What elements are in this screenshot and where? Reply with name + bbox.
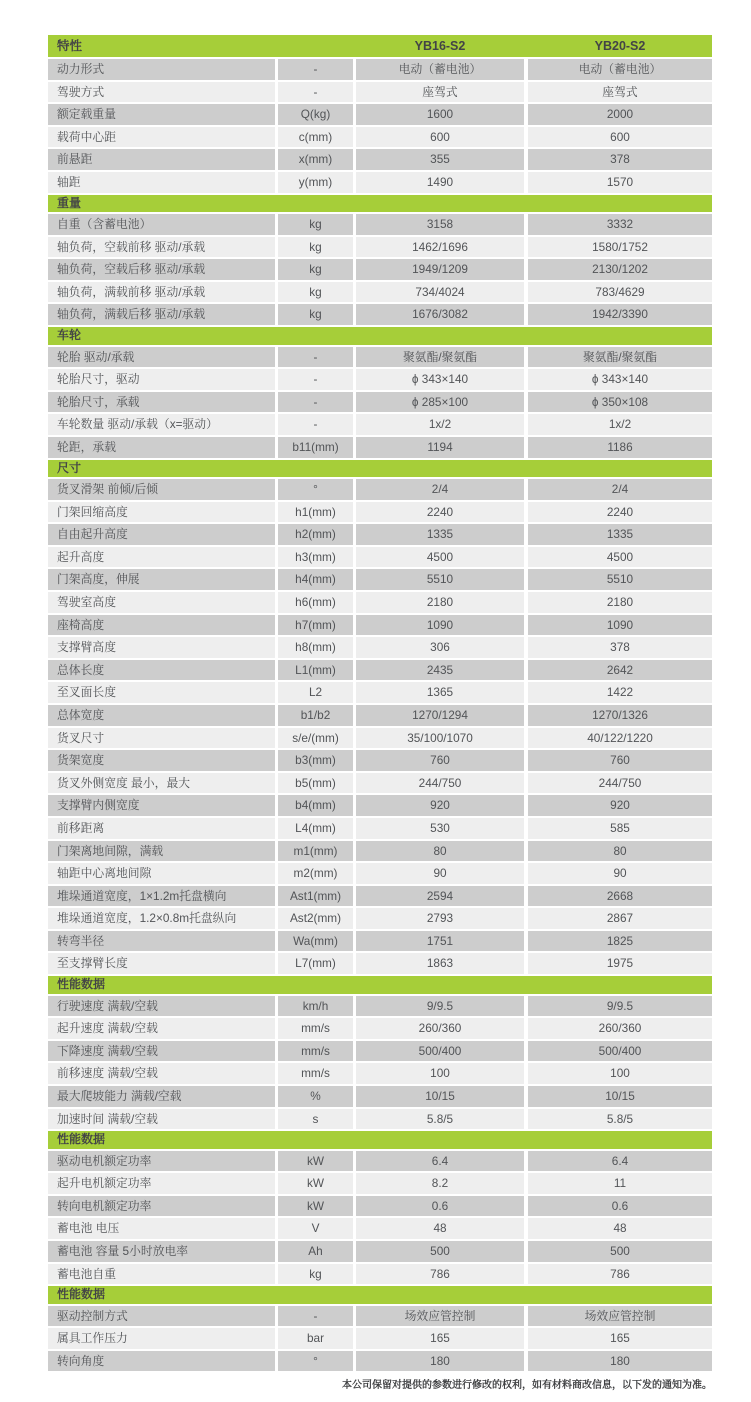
spec-label-cell: 堆垛通道宽度，1.2×0.8m托盘纵向 bbox=[48, 908, 275, 929]
spec-row bbox=[48, 547, 712, 568]
value-cell-yb20: 2642 bbox=[528, 660, 712, 681]
value-cell-yb20: 180 bbox=[528, 1351, 712, 1372]
value-cell-yb16: 聚氨酯/聚氨酯 bbox=[356, 347, 524, 368]
spec-row bbox=[48, 259, 712, 280]
value-cell-yb20: 100 bbox=[528, 1063, 712, 1084]
unit-cell: Q(kg) bbox=[278, 104, 353, 125]
value-cell-yb16: 10/15 bbox=[356, 1086, 524, 1107]
header-feature-label: 特性 bbox=[57, 39, 83, 53]
spec-label-cell: 轮胎尺寸，驱动 bbox=[48, 369, 275, 390]
value-cell-yb16: 1751 bbox=[356, 931, 524, 952]
unit-cell: mm/s bbox=[278, 1018, 353, 1039]
spec-label-cell: 载荷中心距 bbox=[48, 127, 275, 148]
spec-row bbox=[48, 172, 712, 193]
unit-cell: h6(mm) bbox=[278, 592, 353, 613]
unit-cell: mm/s bbox=[278, 1041, 353, 1062]
value-cell-yb20: 9/9.5 bbox=[528, 996, 712, 1017]
spec-label-cell: 属具工作压力 bbox=[48, 1328, 275, 1349]
value-cell-yb20: 5.8/5 bbox=[528, 1109, 712, 1130]
value-cell-yb20: 2668 bbox=[528, 886, 712, 907]
value-cell-yb16: ϕ 285×100 bbox=[356, 392, 524, 413]
value-cell-yb20: 5510 bbox=[528, 569, 712, 590]
unit-cell: kW bbox=[278, 1196, 353, 1217]
unit-cell: h2(mm) bbox=[278, 524, 353, 545]
unit-cell: ° bbox=[278, 1351, 353, 1372]
value-cell-yb16: 1949/1209 bbox=[356, 259, 524, 280]
value-cell-yb16: 180 bbox=[356, 1351, 524, 1372]
value-cell-yb20: 783/4629 bbox=[528, 282, 712, 303]
unit-cell: b5(mm) bbox=[278, 773, 353, 794]
value-cell-yb16: 1863 bbox=[356, 953, 524, 974]
value-cell-yb20: 1942/3390 bbox=[528, 304, 712, 325]
spec-label-cell: 蓄电池自重 bbox=[48, 1264, 275, 1285]
unit-cell: m2(mm) bbox=[278, 863, 353, 884]
spec-row bbox=[48, 841, 712, 862]
value-cell-yb20: 500 bbox=[528, 1241, 712, 1262]
section-header: 性能数据 bbox=[48, 1286, 712, 1304]
value-cell-yb16: 1270/1294 bbox=[356, 705, 524, 726]
unit-cell: x(mm) bbox=[278, 149, 353, 170]
value-cell-yb20: 90 bbox=[528, 863, 712, 884]
value-cell-yb20: 260/360 bbox=[528, 1018, 712, 1039]
spec-label-cell: 轴负荷，空载后移 驱动/承载 bbox=[48, 259, 275, 280]
value-cell-yb16: 260/360 bbox=[356, 1018, 524, 1039]
spec-label-cell: 下降速度 满载/空载 bbox=[48, 1041, 275, 1062]
spec-label-cell: 总体宽度 bbox=[48, 705, 275, 726]
value-cell-yb16: 760 bbox=[356, 750, 524, 771]
spec-row bbox=[48, 1109, 712, 1130]
spec-label-cell: 最大爬坡能力 满载/空载 bbox=[48, 1086, 275, 1107]
spec-row bbox=[48, 863, 712, 884]
spec-row bbox=[48, 1328, 712, 1349]
spec-row bbox=[48, 282, 712, 303]
spec-row bbox=[48, 908, 712, 929]
unit-cell: V bbox=[278, 1218, 353, 1239]
unit-cell: kW bbox=[278, 1151, 353, 1172]
spec-row bbox=[48, 637, 712, 658]
value-cell-yb20: 1580/1752 bbox=[528, 237, 712, 258]
value-cell-yb20: 1975 bbox=[528, 953, 712, 974]
section-header: 尺寸 bbox=[48, 460, 712, 478]
spec-label-cell: 门架离地间隙，满载 bbox=[48, 841, 275, 862]
spec-row bbox=[48, 237, 712, 258]
spec-row bbox=[48, 1086, 712, 1107]
value-cell-yb16: 90 bbox=[356, 863, 524, 884]
value-cell-yb20: 2000 bbox=[528, 104, 712, 125]
spec-label-cell: 蓄电池 电压 bbox=[48, 1218, 275, 1239]
spec-label-cell: 动力形式 bbox=[48, 59, 275, 80]
spec-row bbox=[48, 214, 712, 235]
spec-row bbox=[48, 682, 712, 703]
spec-label-cell: 轴负荷，满载前移 驱动/承载 bbox=[48, 282, 275, 303]
value-cell-yb20: 座驾式 bbox=[528, 82, 712, 103]
value-cell-yb20: 1422 bbox=[528, 682, 712, 703]
unit-cell: L1(mm) bbox=[278, 660, 353, 681]
unit-cell: - bbox=[278, 82, 353, 103]
section-header: 性能数据 bbox=[48, 976, 712, 994]
value-cell-yb20: 11 bbox=[528, 1173, 712, 1194]
unit-cell: Ah bbox=[278, 1241, 353, 1262]
unit-cell: mm/s bbox=[278, 1063, 353, 1084]
value-cell-yb20: 1186 bbox=[528, 437, 712, 458]
unit-cell: - bbox=[278, 1306, 353, 1327]
value-cell-yb20: 3332 bbox=[528, 214, 712, 235]
value-cell-yb16: 电动（蓄电池） bbox=[356, 59, 524, 80]
spec-row bbox=[48, 1306, 712, 1327]
spec-label-cell: 轴距中心离地间隙 bbox=[48, 863, 275, 884]
unit-cell: - bbox=[278, 347, 353, 368]
unit-cell: s/e/(mm) bbox=[278, 728, 353, 749]
header-model-yb20: YB20-S2 bbox=[594, 39, 646, 53]
value-cell-yb16: 80 bbox=[356, 841, 524, 862]
unit-cell: kg bbox=[278, 237, 353, 258]
spec-row bbox=[48, 660, 712, 681]
spec-row bbox=[48, 728, 712, 749]
value-cell-yb16: 1335 bbox=[356, 524, 524, 545]
value-cell-yb16: 2180 bbox=[356, 592, 524, 613]
value-cell-yb20: 760 bbox=[528, 750, 712, 771]
header-model-yb16: YB16-S2 bbox=[414, 39, 466, 53]
unit-cell: Ast2(mm) bbox=[278, 908, 353, 929]
value-cell-yb16: 座驾式 bbox=[356, 82, 524, 103]
section-header: 性能数据 bbox=[48, 1131, 712, 1149]
spec-row bbox=[48, 615, 712, 636]
unit-cell: b1/b2 bbox=[278, 705, 353, 726]
spec-row bbox=[48, 931, 712, 952]
table-header-row bbox=[48, 35, 712, 57]
value-cell-yb20: 378 bbox=[528, 637, 712, 658]
spec-row bbox=[48, 414, 712, 435]
value-cell-yb16: 8.2 bbox=[356, 1173, 524, 1194]
value-cell-yb16: 786 bbox=[356, 1264, 524, 1285]
unit-cell: h3(mm) bbox=[278, 547, 353, 568]
value-cell-yb16: 4500 bbox=[356, 547, 524, 568]
spec-label-cell: 额定载重量 bbox=[48, 104, 275, 125]
spec-label-cell: 轴距 bbox=[48, 172, 275, 193]
value-cell-yb20: 920 bbox=[528, 795, 712, 816]
spec-label-cell: 轮胎 驱动/承载 bbox=[48, 347, 275, 368]
spec-label-cell: 前移速度 满载/空载 bbox=[48, 1063, 275, 1084]
value-cell-yb16: 5510 bbox=[356, 569, 524, 590]
value-cell-yb20: 786 bbox=[528, 1264, 712, 1285]
unit-cell: b4(mm) bbox=[278, 795, 353, 816]
spec-row bbox=[48, 82, 712, 103]
value-cell-yb16: 6.4 bbox=[356, 1151, 524, 1172]
unit-cell: L2 bbox=[278, 682, 353, 703]
value-cell-yb16: 1090 bbox=[356, 615, 524, 636]
spec-row bbox=[48, 953, 712, 974]
value-cell-yb20: ϕ 350×108 bbox=[528, 392, 712, 413]
spec-row bbox=[48, 996, 712, 1017]
unit-cell: Wa(mm) bbox=[278, 931, 353, 952]
spec-row bbox=[48, 104, 712, 125]
value-cell-yb16: 9/9.5 bbox=[356, 996, 524, 1017]
spec-row bbox=[48, 750, 712, 771]
value-cell-yb20: 378 bbox=[528, 149, 712, 170]
disclaimer-note: 本公司保留对提供的参数进行修改的权利，如有材料商改信息，以下发的通知为准。 bbox=[342, 1380, 712, 1391]
value-cell-yb16: 2793 bbox=[356, 908, 524, 929]
value-cell-yb16: 48 bbox=[356, 1218, 524, 1239]
spec-row bbox=[48, 437, 712, 458]
unit-cell: kW bbox=[278, 1173, 353, 1194]
spec-row bbox=[48, 592, 712, 613]
value-cell-yb20: 80 bbox=[528, 841, 712, 862]
unit-cell: - bbox=[278, 59, 353, 80]
value-cell-yb16: 1194 bbox=[356, 437, 524, 458]
value-cell-yb20: 聚氨酯/聚氨酯 bbox=[528, 347, 712, 368]
spec-label-cell: 轴负荷，空载前移 驱动/承载 bbox=[48, 237, 275, 258]
value-cell-yb16: 734/4024 bbox=[356, 282, 524, 303]
value-cell-yb20: 40/122/1220 bbox=[528, 728, 712, 749]
unit-cell: s bbox=[278, 1109, 353, 1130]
value-cell-yb16: 306 bbox=[356, 637, 524, 658]
unit-cell: L7(mm) bbox=[278, 953, 353, 974]
value-cell-yb20: 6.4 bbox=[528, 1151, 712, 1172]
spec-row bbox=[48, 1196, 712, 1217]
unit-cell: km/h bbox=[278, 996, 353, 1017]
unit-cell: y(mm) bbox=[278, 172, 353, 193]
spec-label-cell: 货叉外侧宽度 最小，最大 bbox=[48, 773, 275, 794]
spec-label-cell: 货叉尺寸 bbox=[48, 728, 275, 749]
spec-table-body bbox=[48, 59, 712, 1371]
spec-row bbox=[48, 569, 712, 590]
value-cell-yb20: 2180 bbox=[528, 592, 712, 613]
spec-label-cell: 至叉面长度 bbox=[48, 682, 275, 703]
value-cell-yb20: 1090 bbox=[528, 615, 712, 636]
value-cell-yb16: 2/4 bbox=[356, 479, 524, 500]
unit-cell: - bbox=[278, 414, 353, 435]
spec-row bbox=[48, 347, 712, 368]
spec-label-cell: 驱动电机额定功率 bbox=[48, 1151, 275, 1172]
value-cell-yb20: 600 bbox=[528, 127, 712, 148]
spec-row bbox=[48, 149, 712, 170]
spec-label-cell: 轴负荷，满载后移 驱动/承载 bbox=[48, 304, 275, 325]
value-cell-yb20: 585 bbox=[528, 818, 712, 839]
unit-cell: h7(mm) bbox=[278, 615, 353, 636]
spec-row bbox=[48, 1151, 712, 1172]
value-cell-yb16: 1490 bbox=[356, 172, 524, 193]
unit-cell: ° bbox=[278, 479, 353, 500]
unit-cell: h8(mm) bbox=[278, 637, 353, 658]
value-cell-yb20: 2867 bbox=[528, 908, 712, 929]
value-cell-yb20: 场效应管控制 bbox=[528, 1306, 712, 1327]
spec-label-cell: 至支撑臂长度 bbox=[48, 953, 275, 974]
spec-label-cell: 起升高度 bbox=[48, 547, 275, 568]
value-cell-yb16: 165 bbox=[356, 1328, 524, 1349]
value-cell-yb16: 1365 bbox=[356, 682, 524, 703]
spec-row bbox=[48, 1218, 712, 1239]
spec-label-cell: 座椅高度 bbox=[48, 615, 275, 636]
unit-cell: kg bbox=[278, 282, 353, 303]
unit-cell: L4(mm) bbox=[278, 818, 353, 839]
value-cell-yb20: 2240 bbox=[528, 502, 712, 523]
value-cell-yb16: 场效应管控制 bbox=[356, 1306, 524, 1327]
spec-label-cell: 支撑臂内侧宽度 bbox=[48, 795, 275, 816]
value-cell-yb16: 100 bbox=[356, 1063, 524, 1084]
value-cell-yb16: 35/100/1070 bbox=[356, 728, 524, 749]
value-cell-yb20: 2130/1202 bbox=[528, 259, 712, 280]
spec-label-cell: 前移距离 bbox=[48, 818, 275, 839]
spec-label-cell: 行驶速度 满载/空载 bbox=[48, 996, 275, 1017]
value-cell-yb16: 355 bbox=[356, 149, 524, 170]
value-cell-yb20: 电动（蓄电池） bbox=[528, 59, 712, 80]
unit-cell: kg bbox=[278, 259, 353, 280]
spec-label-cell: 驱动控制方式 bbox=[48, 1306, 275, 1327]
section-header: 车轮 bbox=[48, 327, 712, 345]
unit-cell: kg bbox=[278, 304, 353, 325]
spec-row bbox=[48, 502, 712, 523]
spec-row bbox=[48, 886, 712, 907]
spec-label-cell: 堆垛通道宽度，1×1.2m托盘横向 bbox=[48, 886, 275, 907]
value-cell-yb20: 1x/2 bbox=[528, 414, 712, 435]
value-cell-yb16: 2240 bbox=[356, 502, 524, 523]
value-cell-yb16: 1462/1696 bbox=[356, 237, 524, 258]
value-cell-yb20: 1570 bbox=[528, 172, 712, 193]
spec-row bbox=[48, 1018, 712, 1039]
value-cell-yb16: 1676/3082 bbox=[356, 304, 524, 325]
value-cell-yb16: 500 bbox=[356, 1241, 524, 1262]
spec-row bbox=[48, 524, 712, 545]
value-cell-yb16: 2435 bbox=[356, 660, 524, 681]
spec-row bbox=[48, 773, 712, 794]
spec-row bbox=[48, 59, 712, 80]
spec-label-cell: 自重（含蓄电池） bbox=[48, 214, 275, 235]
spec-row bbox=[48, 479, 712, 500]
value-cell-yb20: 10/15 bbox=[528, 1086, 712, 1107]
unit-cell: % bbox=[278, 1086, 353, 1107]
unit-cell: - bbox=[278, 392, 353, 413]
spec-row bbox=[48, 1241, 712, 1262]
unit-cell: - bbox=[278, 369, 353, 390]
spec-label-cell: 加速时间 满载/空载 bbox=[48, 1109, 275, 1130]
spec-table bbox=[48, 35, 712, 1373]
spec-label-cell: 驾驶方式 bbox=[48, 82, 275, 103]
spec-row bbox=[48, 304, 712, 325]
unit-cell: b11(mm) bbox=[278, 437, 353, 458]
spec-label-cell: 货叉滑架 前倾/后倾 bbox=[48, 479, 275, 500]
value-cell-yb16: 500/400 bbox=[356, 1041, 524, 1062]
spec-row bbox=[48, 818, 712, 839]
value-cell-yb20: 500/400 bbox=[528, 1041, 712, 1062]
value-cell-yb16: 5.8/5 bbox=[356, 1109, 524, 1130]
spec-label-cell: 门架高度，伸展 bbox=[48, 569, 275, 590]
spec-row bbox=[48, 1041, 712, 1062]
spec-label-cell: 起升速度 满载/空载 bbox=[48, 1018, 275, 1039]
unit-cell: kg bbox=[278, 214, 353, 235]
unit-cell: h4(mm) bbox=[278, 569, 353, 590]
value-cell-yb20: 4500 bbox=[528, 547, 712, 568]
spec-label-cell: 总体长度 bbox=[48, 660, 275, 681]
value-cell-yb16: 0.6 bbox=[356, 1196, 524, 1217]
spec-label-cell: 驾驶室高度 bbox=[48, 592, 275, 613]
spec-row bbox=[48, 1173, 712, 1194]
spec-label-cell: 门架回缩高度 bbox=[48, 502, 275, 523]
unit-cell: h1(mm) bbox=[278, 502, 353, 523]
unit-cell: c(mm) bbox=[278, 127, 353, 148]
value-cell-yb20: 244/750 bbox=[528, 773, 712, 794]
section-header: 重量 bbox=[48, 195, 712, 213]
value-cell-yb16: 244/750 bbox=[356, 773, 524, 794]
spec-label-cell: 车轮数量 驱动/承载（x=驱动） bbox=[48, 414, 275, 435]
value-cell-yb16: 1x/2 bbox=[356, 414, 524, 435]
spec-label-cell: 前悬距 bbox=[48, 149, 275, 170]
value-cell-yb20: 0.6 bbox=[528, 1196, 712, 1217]
spec-label-cell: 轮胎尺寸，承载 bbox=[48, 392, 275, 413]
value-cell-yb20: 1335 bbox=[528, 524, 712, 545]
unit-cell: kg bbox=[278, 1264, 353, 1285]
value-cell-yb16: ϕ 343×140 bbox=[356, 369, 524, 390]
unit-cell: b3(mm) bbox=[278, 750, 353, 771]
spec-label-cell: 转弯半径 bbox=[48, 931, 275, 952]
value-cell-yb16: 920 bbox=[356, 795, 524, 816]
value-cell-yb20: 1825 bbox=[528, 931, 712, 952]
spec-label-cell: 自由起升高度 bbox=[48, 524, 275, 545]
spec-row bbox=[48, 1264, 712, 1285]
spec-label-cell: 货架宽度 bbox=[48, 750, 275, 771]
unit-cell: bar bbox=[278, 1328, 353, 1349]
value-cell-yb16: 1600 bbox=[356, 104, 524, 125]
value-cell-yb20: 165 bbox=[528, 1328, 712, 1349]
spec-row bbox=[48, 795, 712, 816]
value-cell-yb20: 48 bbox=[528, 1218, 712, 1239]
value-cell-yb20: 1270/1326 bbox=[528, 705, 712, 726]
spec-row bbox=[48, 705, 712, 726]
unit-cell: m1(mm) bbox=[278, 841, 353, 862]
spec-label-cell: 转向电机额定功率 bbox=[48, 1196, 275, 1217]
spec-label-cell: 支撑臂高度 bbox=[48, 637, 275, 658]
value-cell-yb20: ϕ 343×140 bbox=[528, 369, 712, 390]
value-cell-yb16: 600 bbox=[356, 127, 524, 148]
spec-label-cell: 蓄电池 容量 5小时放电率 bbox=[48, 1241, 275, 1262]
spec-label-cell: 转向角度 bbox=[48, 1351, 275, 1372]
value-cell-yb16: 3158 bbox=[356, 214, 524, 235]
spec-label-cell: 起升电机额定功率 bbox=[48, 1173, 275, 1194]
value-cell-yb20: 2/4 bbox=[528, 479, 712, 500]
spec-row bbox=[48, 392, 712, 413]
spec-row bbox=[48, 127, 712, 148]
spec-row bbox=[48, 1351, 712, 1372]
spec-row bbox=[48, 1063, 712, 1084]
unit-cell: Ast1(mm) bbox=[278, 886, 353, 907]
spec-label-cell: 轮距，承载 bbox=[48, 437, 275, 458]
spec-row bbox=[48, 369, 712, 390]
value-cell-yb16: 530 bbox=[356, 818, 524, 839]
value-cell-yb16: 2594 bbox=[356, 886, 524, 907]
